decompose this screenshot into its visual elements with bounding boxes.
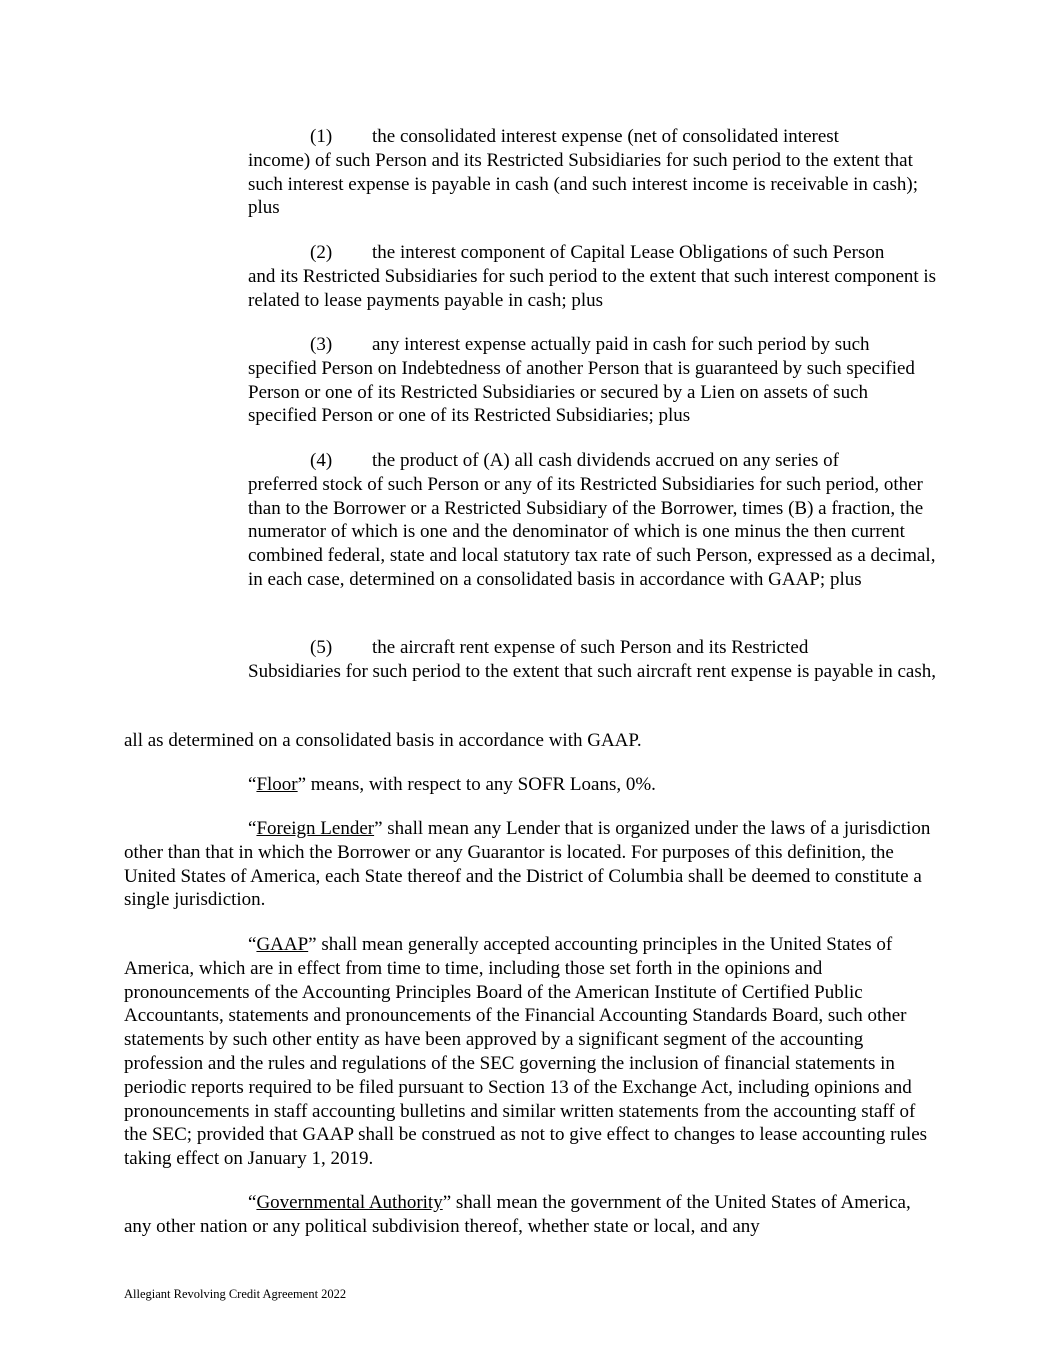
defined-term: Floor <box>256 774 298 795</box>
definition-governmental-authority: “Governmental Authority” shall mean the government of the United States of America, any other nation or any political subdivision thereof, whether state or local, and any <box>124 1192 911 1237</box>
list-item <box>248 241 938 312</box>
item-text: income) of such Person and its Restricted Subsidiaries for such period to the extent that such interest expense is payable in cash (and such interest income is receivable in cash); plus <box>248 149 919 219</box>
item-first-line: any interest expense actually paid in cash for such period by such <box>372 334 870 355</box>
defined-term: Governmental Authority <box>256 1192 443 1213</box>
item-first-line: the aircraft rent expense of such Person and its Restricted <box>372 637 809 658</box>
item-first-line: the consolidated interest expense (net of consolidated interest <box>372 126 839 147</box>
definition-gaap: “GAAP” shall mean generally accepted accounting principles in the United States of America, which are in effect from time to time, including those set forth in the opinions and pronouncements of the Accounting Principles Board of the American Institute of Certified Public Accountants, statements and pronouncements of the Financial Accounting Standards Board, such other statements by such other entity as have been approved by a significant segment of the accounting profession and the rules and regulations of the SEC governing the inclusion of financial statements in periodic reports required to be filed pursuant to Section 13 of the Exchange Act, including opinions and pronouncements in staff accounting bulletins and similar written statements from the accounting staff of the SEC; provided that GAAP shall be construed as not to give effect to changes to lease accounting rules taking effect on January 1, 2019. <box>124 934 928 1170</box>
item-number: (5) <box>310 637 333 658</box>
list-item <box>248 125 938 220</box>
list-item <box>248 636 938 684</box>
definition-floor: “Floor” means, with respect to any SOFR Loans, 0%. <box>248 774 656 795</box>
closing-paragraph: all as determined on a consolidated basis in accordance with GAAP. <box>124 730 642 751</box>
item-text: Subsidiaries for such period to the extent that such aircraft rent expense is payable in cash, <box>248 660 936 682</box>
item-number: (2) <box>310 242 333 263</box>
defined-term: GAAP <box>256 934 309 955</box>
item-text: preferred stock of such Person or any of its Restricted Subsidiaries for such period, other than to the Borrower or a Restricted Subsidiary of the Borrower, times (B) a fraction, the numerator of which is one and the denominator of which is one minus the then current combined federal, state and local statutory tax rate of such Person, expressed as a decimal, in each case, determined on a consolidated basis in accordance with GAAP; plus <box>248 473 936 590</box>
list-item <box>248 333 938 428</box>
page-footer: Allegiant Revolving Credit Agreement 2022 <box>124 1287 347 1301</box>
item-first-line: the interest component of Capital Lease Obligations of such Person <box>372 242 885 263</box>
item-number: (1) <box>310 126 333 147</box>
definition-foreign-lender: “Foreign Lender” shall mean any Lender that is organized under the laws of a jurisdiction other than that in which the Borrower or any Guarantor is located. For purposes of this definition, the United States of America, each State thereof and the District of Columbia shall be deemed to constitute a single jurisdiction. <box>124 818 931 911</box>
item-text: specified Person on Indebtedness of another Person that is guaranteed by such specified Person or one of its Restricted Subsidiaries or secured by a Lien on assets of such specified Person or one of its Restricted Subsidiaries; plus <box>248 357 915 427</box>
item-text: and its Restricted Subsidiaries for such period to the extent that such interest component is related to lease payments payable in cash; plus <box>248 265 937 311</box>
item-number: (4) <box>310 450 333 471</box>
item-number: (3) <box>310 334 333 355</box>
defined-term: Foreign Lender <box>256 818 375 839</box>
list-item <box>248 449 938 592</box>
item-first-line: the product of (A) all cash dividends accrued on any series of <box>372 450 839 471</box>
